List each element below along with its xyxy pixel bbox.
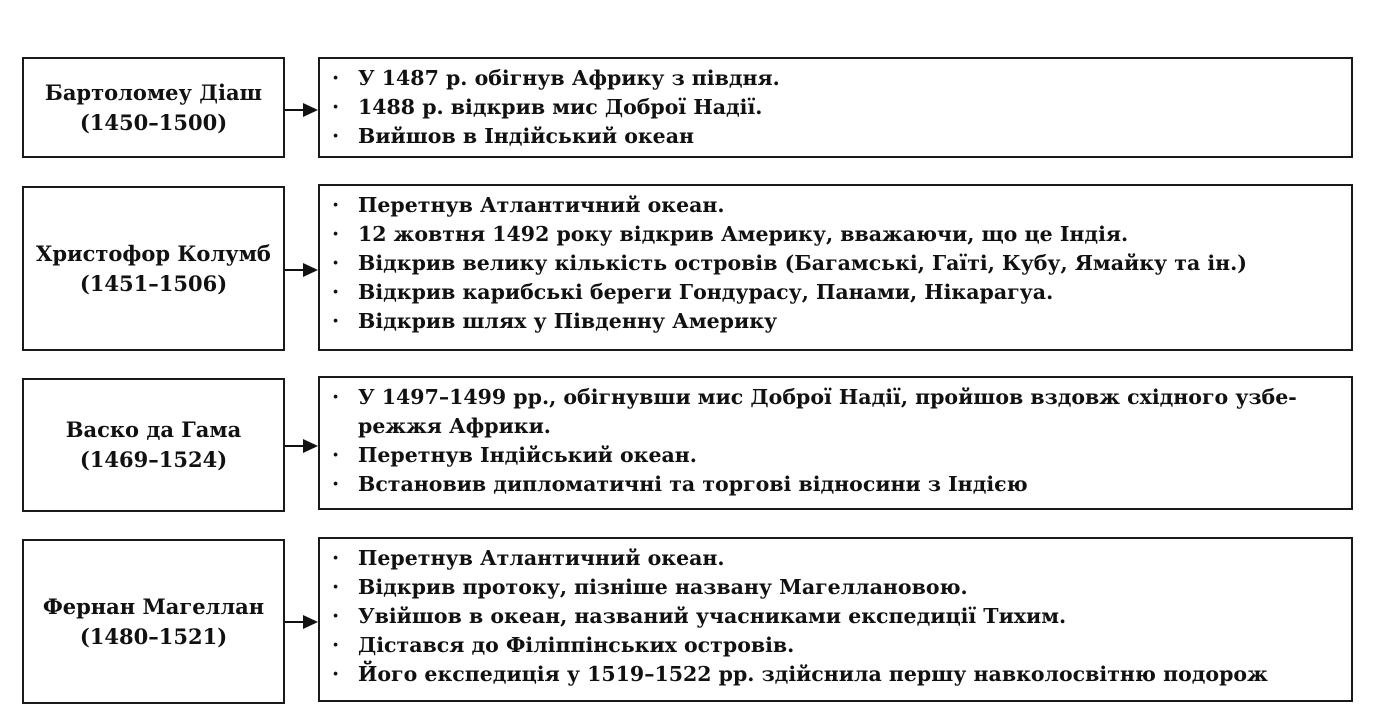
fact-item xyxy=(328,544,1341,573)
bullet-icon: · xyxy=(332,575,340,599)
explorer-facts-box xyxy=(318,537,1353,702)
bullet-icon: · xyxy=(332,385,340,409)
fact-item xyxy=(328,441,1341,470)
fact-text: Встановив дипломатичні та торгові відносини з Індією xyxy=(358,472,1028,496)
explorer-name-box xyxy=(22,57,285,158)
facts-list xyxy=(328,544,1341,689)
fact-text: 1488 р. відкрив мис Доброї Надії. xyxy=(358,95,763,119)
facts-list xyxy=(328,383,1341,499)
fact-item xyxy=(328,383,1341,441)
fact-item xyxy=(328,573,1341,602)
bullet-icon: · xyxy=(332,193,340,217)
bullet-icon: · xyxy=(332,251,340,275)
bullet-icon: · xyxy=(332,472,340,496)
explorer-years: (1450–1500) xyxy=(79,109,228,135)
bullet-icon: · xyxy=(332,604,340,628)
fact-item xyxy=(328,631,1341,660)
fact-item xyxy=(328,64,1341,93)
fact-text: Відкрив велику кількість островів (Багамські, Гаїті, Кубу, Ямайку та ін.) xyxy=(358,251,1248,275)
bullet-icon: · xyxy=(332,662,340,686)
bullet-icon: · xyxy=(332,66,340,90)
fact-text: Відкрив карибські береги Гондурасу, Панами, Нікарагуа. xyxy=(358,280,1054,304)
fact-item xyxy=(328,249,1341,278)
arrow-icon xyxy=(285,100,319,120)
fact-item xyxy=(328,602,1341,631)
explorer-name: Васко да Гама xyxy=(65,417,242,442)
fact-item xyxy=(328,220,1341,249)
fact-item xyxy=(328,191,1341,220)
fact-text: Перетнув Атлантичний океан. xyxy=(358,193,725,217)
fact-text: Відкрив шлях у Південну Америку xyxy=(358,309,778,333)
fact-item xyxy=(328,307,1341,336)
explorer-facts-box xyxy=(318,184,1353,351)
fact-item xyxy=(328,93,1341,122)
fact-text: Вийшов в Індійський океан xyxy=(358,124,695,148)
arrow-icon xyxy=(285,436,319,456)
fact-text: Відкрив протоку, пізніше названу Магеллановою. xyxy=(358,575,968,599)
fact-item xyxy=(328,122,1341,151)
fact-text: Перетнув Індійський океан. xyxy=(358,443,697,467)
fact-text: Перетнув Атлантичний океан. xyxy=(358,546,725,570)
bullet-icon: · xyxy=(332,443,340,467)
fact-item xyxy=(328,660,1341,689)
explorer-years: (1480–1521) xyxy=(79,623,228,649)
fact-text: У 1487 р. обігнув Африку з півдня. xyxy=(358,66,780,90)
fact-text: Дістався до Філіппінських островів. xyxy=(358,633,795,657)
bullet-icon: · xyxy=(332,309,340,333)
bullet-icon: · xyxy=(332,546,340,570)
fact-text: Його експедиція у 1519–1522 рр. здійснила першу навколосвітню подорож xyxy=(358,662,1268,686)
facts-list xyxy=(328,191,1341,336)
fact-item xyxy=(328,470,1341,499)
explorer-name-box xyxy=(22,539,285,704)
bullet-icon: · xyxy=(332,124,340,148)
fact-text: У 1497–1499 рр., обігнувши мис Доброї Надії, пройшов вздовж східного узбе- xyxy=(358,385,1297,409)
explorer-facts-box xyxy=(318,376,1353,510)
bullet-icon: · xyxy=(332,95,340,119)
bullet-icon: · xyxy=(332,222,340,246)
fact-item xyxy=(328,278,1341,307)
fact-text: Увійшов в океан, названий учасниками експедиції Тихим. xyxy=(358,604,1067,628)
explorer-name: Фернан Магеллан xyxy=(42,593,265,619)
explorer-name: Христофор Колумб xyxy=(36,240,271,266)
fact-text: 12 жовтня 1492 року відкрив Америку, вважаючи, що це Індія. xyxy=(358,222,1129,246)
explorer-years: (1469–1524) xyxy=(79,447,228,472)
explorer-facts-box xyxy=(318,57,1353,158)
arrow-icon xyxy=(285,612,319,632)
arrow-icon xyxy=(285,260,319,280)
explorer-name-box xyxy=(22,378,285,512)
explorer-name-box xyxy=(22,186,285,351)
facts-list xyxy=(328,64,1341,151)
fact-text-continuation: режжя Африки. xyxy=(358,414,551,438)
bullet-icon: · xyxy=(332,280,340,304)
explorer-name: Бартоломеу Діаш xyxy=(44,79,263,105)
bullet-icon: · xyxy=(332,633,340,657)
explorer-years: (1451–1506) xyxy=(79,270,228,296)
